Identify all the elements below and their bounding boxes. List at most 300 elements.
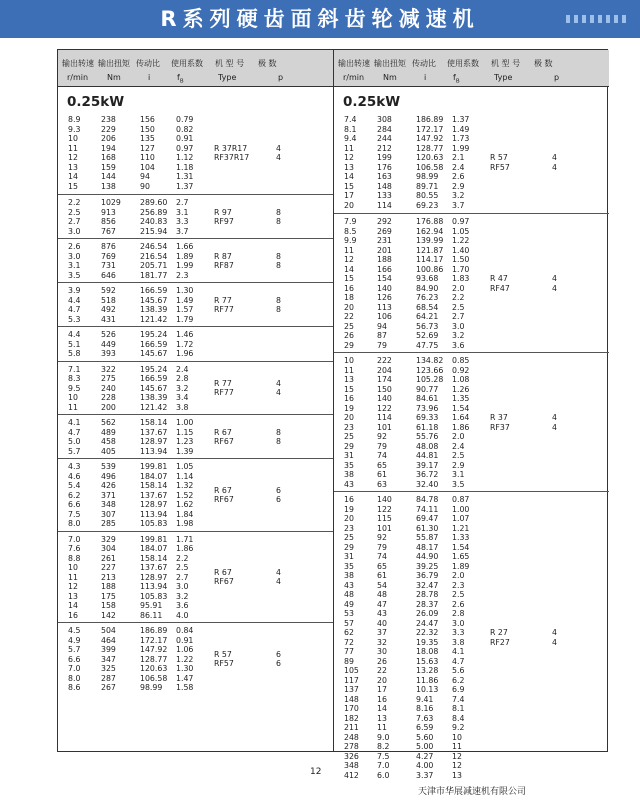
value-cell: 426 [101,481,116,490]
value-cell: 1.18 [176,162,194,172]
value-cell: 1.52 [176,490,194,500]
value-cell: 94 [140,172,150,181]
value-cell: 4.5 [68,626,81,635]
value-cell: 646 [101,270,116,280]
column-unit: i [148,73,151,82]
type-label: RF57 [214,659,234,669]
value-cell: 0.97 [176,143,194,153]
value-cell: 1.39 [176,446,194,456]
values-t [101,535,116,621]
value-cell: 38 [344,571,354,580]
value-cell: 1.99 [176,261,194,270]
value-cell: 181.77 [140,270,168,280]
value-cell: 13 [344,162,354,172]
value-cell: 128.97 [140,572,168,582]
value-cell: 4.7 [452,656,465,666]
selection-group [58,194,333,239]
value-cell: 148 [344,694,359,704]
value-cell: 11.86 [416,675,439,685]
value-cell: 767 [101,226,116,236]
value-cell: 172.17 [416,124,444,134]
value-cell: 2.4 [452,441,465,451]
model-type [214,208,234,227]
column-unit: Nm [107,73,121,82]
type-label: RF27 [490,637,510,647]
value-cell: 7.63 [416,713,434,723]
type-label: RF77 [214,305,234,314]
value-cell: 140 [377,394,392,403]
value-cell: 3.6 [176,601,189,610]
value-cell: 2.4 [176,364,189,374]
values-i [140,365,167,413]
value-cell: 105.28 [416,375,444,384]
value-cell: 856 [101,217,116,226]
value-cell: 31 [344,451,354,460]
pole-label: 8 [276,207,281,217]
value-cell: 95.91 [140,601,163,610]
values-n [68,242,80,280]
value-cell: 38 [344,470,354,479]
values-t [101,462,116,529]
value-cell: 25 [344,321,354,331]
value-cell: 2.0 [452,283,465,293]
value-cell: 10.13 [416,685,439,694]
values-t [101,626,116,693]
value-cell: 154 [377,274,392,283]
value-cell: 10 [68,134,78,143]
value-cell: 20 [344,302,354,312]
value-cell: 464 [101,635,116,645]
value-cell: 3.2 [176,383,189,393]
value-cell: 240.83 [140,217,168,226]
values-n [344,115,356,210]
pole-count [276,252,281,271]
value-cell: 12 [344,255,354,264]
value-cell: 240 [101,383,116,393]
value-cell: 15 [344,384,354,394]
value-cell: 348 [101,500,116,509]
value-cell: 16 [344,495,354,504]
value-cell: 1.64 [452,413,470,422]
value-cell: 3.7 [176,226,189,236]
value-cell: 148 [377,181,392,191]
value-cell: 1.72 [176,339,194,349]
type-label: R 67 [214,567,232,577]
value-cell: 2.5 [452,302,465,312]
value-cell: 215.94 [140,226,168,236]
value-cell: 84.61 [416,394,439,403]
selection-group [58,531,333,624]
value-cell: 0.87 [452,495,470,504]
value-cell: 1.32 [176,481,194,490]
pole-label: 4 [552,162,557,172]
value-cell: 1.57 [176,305,194,314]
value-cell: 2.7 [452,312,465,321]
value-cell: 2.6 [452,172,465,181]
value-cell: 399 [101,645,116,654]
pole-label: 4 [552,274,557,283]
type-label: R 67 [214,427,232,437]
values-n [68,365,80,413]
value-cell: 105.83 [140,591,168,601]
value-cell: 2.9 [452,460,465,470]
selection-group [58,414,333,459]
value-cell: 145.67 [140,349,168,358]
value-cell: 166.59 [140,374,168,383]
value-cell: 52.69 [416,331,439,340]
value-cell: 122 [377,504,392,514]
value-cell: 14 [377,704,387,713]
value-cell: 32.47 [416,580,439,590]
values-f [176,286,193,324]
values-n [68,198,80,236]
value-cell: 138.39 [140,305,168,314]
value-cell: 731 [101,261,116,270]
value-cell: 8.0 [68,519,81,528]
value-cell: 278 [344,742,359,751]
value-cell: 182 [344,713,359,723]
value-cell: 2.2 [68,198,81,207]
values-n [68,418,80,456]
value-cell: 7.4 [344,115,357,124]
value-cell: 449 [101,339,116,349]
value-cell: 2.9 [452,181,465,191]
column-header [58,50,333,87]
value-cell: 139.99 [416,236,444,245]
value-cell: 1.86 [452,422,470,432]
value-cell: 137.67 [140,563,168,572]
values-f [452,495,469,780]
value-cell: 11 [68,572,78,582]
value-cell: 8.9 [68,115,81,124]
value-cell: 287 [101,673,116,683]
value-cell: 93.68 [416,274,439,283]
value-cell: 121.42 [140,402,168,412]
value-cell: 1.30 [176,664,194,673]
value-cell: 216.54 [140,251,168,261]
value-cell: 150 [140,124,155,134]
value-cell: 142 [101,610,116,620]
value-cell: 186.89 [416,115,444,124]
pole-count [276,144,281,163]
value-cell: 86.11 [140,610,163,620]
value-cell: 128.77 [140,654,168,664]
values-i [416,115,443,210]
values-f [176,365,188,413]
value-cell: 144 [101,172,116,181]
value-cell: 248 [344,732,359,742]
value-cell: 1.00 [176,418,194,427]
value-cell: 47 [377,599,387,609]
value-cell: 1.50 [452,255,470,264]
values-t [101,418,116,456]
value-cell: 12 [452,761,462,770]
value-cell: 24.47 [416,618,439,628]
value-cell: 40 [377,618,387,628]
selection-table [57,49,608,780]
selection-group [58,361,333,416]
value-cell: 55.76 [416,432,439,441]
column-name: 传动比 [412,59,436,68]
value-cell: 1.22 [452,236,470,245]
value-cell: 1.83 [452,274,470,283]
values-n [344,495,359,780]
value-cell: 10 [344,356,354,365]
value-cell: 92 [377,533,387,542]
value-cell: 229 [101,124,116,134]
value-cell: 1.84 [176,509,194,519]
value-cell: 19 [344,403,354,413]
type-label: R 37 [490,413,508,422]
value-cell: 0.85 [452,356,470,365]
value-cell: 184.07 [140,471,168,481]
value-cell: 0.91 [176,635,194,645]
value-cell: 7.5 [68,509,81,519]
pole-label: 4 [552,413,557,422]
value-cell: 1.08 [452,375,470,384]
value-cell: 3.2 [452,191,465,200]
value-cell: 1.22 [176,654,194,664]
values-t [101,286,116,324]
value-cell: 20 [344,514,354,523]
type-label: R 87 [214,251,232,261]
values-t [377,495,392,780]
type-label: RF87 [214,261,234,270]
values-i [416,356,443,489]
value-cell: 56.73 [416,321,439,331]
values-i [140,535,167,621]
value-cell: 199 [377,153,392,162]
values-t [101,365,116,413]
values-i [140,115,155,191]
value-cell: 39.17 [416,460,439,470]
value-cell: 4.9 [68,635,81,645]
value-cell: 518 [101,295,116,305]
company-name: 天津市华展减速机有限公司 [418,787,527,797]
pole-label: 4 [276,153,281,162]
value-cell: 4.3 [68,462,81,471]
value-cell: 90 [140,181,150,191]
value-cell: 222 [377,356,392,365]
pole-label: 8 [276,217,281,226]
selection-group [334,491,609,783]
pole-label: 8 [276,261,281,270]
value-cell: 101 [377,422,392,432]
values-i [416,217,443,350]
value-cell: 347 [101,654,116,664]
value-cell: 1.86 [176,544,194,553]
type-label: RF47 [490,283,510,293]
value-cell: 147.92 [140,645,168,654]
value-cell: 8.0 [68,673,81,683]
value-cell: 73.96 [416,403,439,413]
value-cell: 3.37 [416,770,434,780]
value-cell: 72 [344,637,354,647]
value-cell: 16 [344,394,354,403]
value-cell: 269 [377,226,392,236]
value-cell: 61 [377,571,387,580]
value-cell: 267 [101,683,116,692]
value-cell: 1.70 [452,264,470,274]
value-cell: 127 [140,143,155,153]
value-cell: 1.40 [452,245,470,255]
values-t [101,198,121,236]
value-cell: 2.2 [176,553,189,563]
value-cell: 199.81 [140,534,168,544]
value-cell: 32.40 [416,479,439,489]
value-cell: 405 [101,446,116,456]
value-cell: 7.9 [344,217,357,226]
value-cell: 504 [101,626,116,635]
value-cell: 246.54 [140,242,168,251]
value-cell: 104 [140,162,155,172]
value-cell: 6.0 [377,770,390,780]
value-cell: 2.5 [452,451,465,460]
value-cell: 140 [377,495,392,504]
value-cell: 170 [344,704,359,713]
value-cell: 307 [101,509,116,519]
pole-count [276,208,281,227]
value-cell: 3.9 [68,286,81,295]
pole-count [552,274,557,293]
value-cell: 8.16 [416,704,434,713]
values-i [140,242,167,280]
values-f [452,356,469,489]
value-cell: 194 [101,143,116,153]
pole-count [276,379,281,398]
value-cell: 32 [377,637,387,647]
column-unit: Type [218,73,237,82]
value-cell: 84.78 [416,495,439,504]
value-cell: 3.0 [176,582,189,591]
value-cell: 1.12 [176,153,194,162]
type-label: RF97 [214,217,234,226]
model-type [490,153,510,172]
value-cell: 135 [140,134,155,143]
value-cell: 76.23 [416,293,439,302]
column-name: 输出扭矩 [374,59,406,68]
value-cell: 48 [344,590,354,599]
value-cell: 166.59 [140,339,168,349]
type-label: RF37R17 [214,153,250,162]
type-label: R 57 [490,153,508,162]
value-cell: 1.26 [452,384,470,394]
pole-count [552,628,557,647]
value-cell: 562 [101,418,116,427]
values-i [140,330,167,359]
value-cell: 163 [377,172,392,181]
values-f [176,198,188,236]
value-cell: 55.87 [416,533,439,542]
value-cell: 22 [344,312,354,321]
value-cell: 9.5 [68,383,81,393]
value-cell: 90.77 [416,384,439,394]
value-cell: 145.67 [140,383,168,393]
value-cell: 48.17 [416,542,439,552]
model-type [490,413,510,432]
value-cell: 1.30 [176,286,194,295]
value-cell: 14 [68,601,78,610]
value-cell: 204 [377,365,392,375]
type-label: RF67 [214,437,234,446]
value-cell: 201 [377,245,392,255]
values-n [344,217,356,350]
value-cell: 325 [101,664,116,673]
value-cell: 3.2 [176,591,189,601]
value-cell: 3.0 [68,226,81,236]
value-cell: 11 [377,723,387,732]
value-cell: 79 [377,542,387,552]
value-cell: 65 [377,460,387,470]
value-cell: 8.1 [344,124,357,134]
type-label: R 37R17 [214,143,248,153]
value-cell: 168 [101,153,116,162]
model-type [214,144,249,163]
pole-count [276,296,281,315]
type-label: R 47 [490,274,508,283]
value-cell: 9.2 [452,723,465,732]
model-type [214,379,234,398]
value-cell: 1.62 [176,500,194,509]
value-cell: 244 [377,134,392,143]
value-cell: 3.1 [176,207,189,217]
value-cell: 10 [68,393,78,402]
value-cell: 213 [101,572,116,582]
value-cell: 14 [68,172,78,181]
column-header [334,50,609,87]
value-cell: 43 [344,580,354,590]
value-cell: 39.25 [416,561,439,571]
power-rating: 0.25kW [343,94,401,110]
value-cell: 1.47 [176,673,194,683]
value-cell: 114 [377,200,392,210]
value-cell: 69.33 [416,413,439,422]
value-cell: 89.71 [416,181,439,191]
column-name: 使用系数 [171,59,203,68]
value-cell: 0.79 [176,115,194,124]
values-i [140,626,167,693]
type-label: RF67 [214,577,234,587]
value-cell: 44.81 [416,451,439,460]
value-cell: 9.41 [416,694,434,704]
value-cell: 12 [68,582,78,591]
value-cell: 26.09 [416,609,439,618]
pole-label: 4 [552,422,557,432]
value-cell: 61.30 [416,523,439,533]
value-cell: 2.5 [452,590,465,599]
value-cell: 238 [101,115,116,124]
value-cell: 158 [101,601,116,610]
value-cell: 304 [101,544,116,553]
value-cell: 275 [101,374,116,383]
values-t [101,330,116,359]
value-cell: 31 [344,552,354,561]
value-cell: 145.67 [140,295,168,305]
pole-count [552,153,557,172]
value-cell: 69.47 [416,514,439,523]
column-unit: r/min [343,73,365,82]
value-cell: 77 [344,647,354,656]
value-cell: 23 [344,422,354,432]
value-cell: 16 [344,283,354,293]
selection-group [58,238,333,283]
value-cell: 18 [344,293,354,302]
values-t [377,115,392,210]
value-cell: 29 [344,542,354,552]
column-name: 极 数 [258,59,277,68]
value-cell: 106.58 [140,673,168,683]
value-cell: 326 [344,751,359,761]
